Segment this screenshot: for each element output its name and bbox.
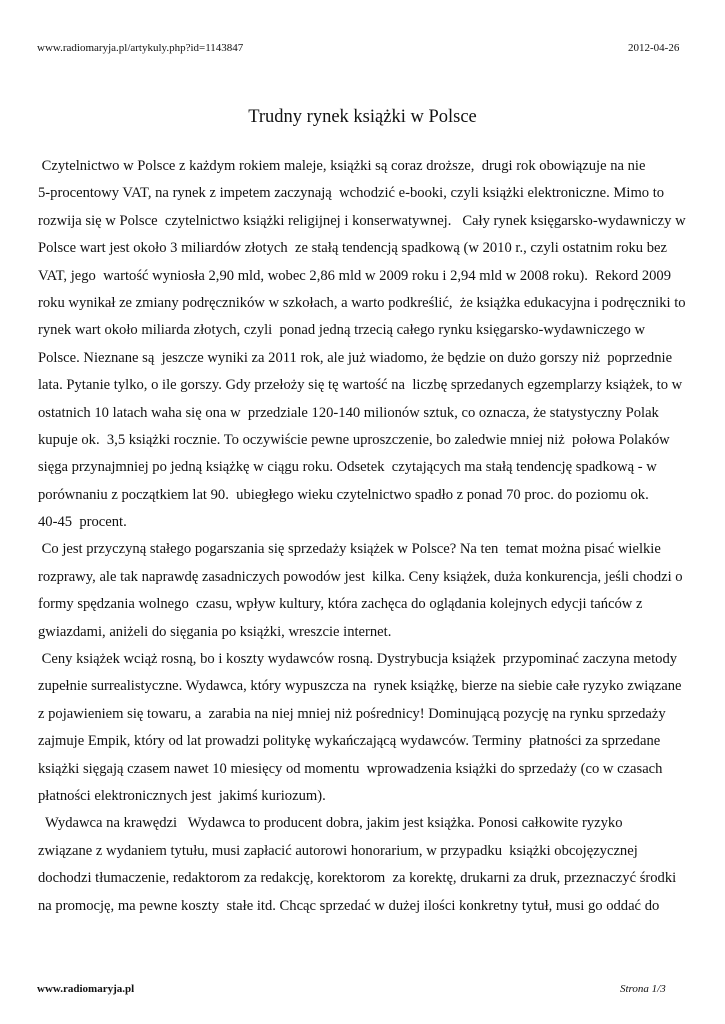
text-line: roku wynikał ze zmiany podręczników w szkołach, a warto podkreślić, że książka edukacyjna i podręczniki to [38,294,686,311]
footer-page-number: Strona 1/3 [620,983,666,995]
text-line: zajmuje Empik, który od lat prowadzi politykę wykańczającą wydawców. Terminy płatności za sprzedane [38,733,661,750]
text-line: kupuje ok. 3,5 książki rocznie. To oczywiście pewne uproszczenie, bo zaledwie mniej niż połowa Polaków [38,431,670,448]
text-line: sięga przynajmniej po jedną książkę w ciągu roku. Odsetek czytających ma stałą tendencję spadkową - w [38,459,657,476]
text-line: ostatnich 10 latach waha się ona w przedziale 120-140 milionów sztuk, co oznacza, że statystyczny Polak [38,404,659,421]
text-line: gwiazdami, aniżeli do sięgania po książki, wreszcie internet. [38,623,392,640]
article-title: Trudny rynek książki w Polsce [248,107,477,127]
article-body [38,153,698,920]
text-line: zupełnie surrealistyczne. Wydawca, który wypuszcza na rynek książkę, bierze na siebie całe ryzyko związane [38,678,682,695]
text-line: Co jest przyczyną stałego pogarszania się sprzedaży książek w Polsce? Na ten temat można pisać wielkie [38,541,661,558]
text-line: 5-procentowy VAT, na rynek z impetem zaczynają wchodzić e-booki, czyli książki elektroniczne. Mimo to [38,185,665,202]
text-line: Ceny książek wciąż rosną, bo i koszty wydawców rosną. Dystrybucja książek przypominać zaczyna metody [38,651,678,668]
text-line: rynek wart około miliarda złotych, czyli ponad jedną trzecią całego rynku księgarsko-wydawniczego w [38,322,646,339]
text-line: Polsce wart jest około 3 miliardów złotych ze stałą tendencją spadkową (w 2010 r., czyli ostatnim roku bez [38,240,667,257]
text-line: Polsce. Nieznane są jeszcze wyniki za 2011 rok, ale już wiadomo, że będzie on dużo gorszy niż poprzednie [38,349,673,366]
text-line: 40-45 procent. [38,514,127,531]
text-line: związane z wydaniem tytułu, musi zapłacić autorowi honorarium, w przypadku książki obcojęzycznej [38,842,638,859]
footer-site: www.radiomaryja.pl [37,983,135,995]
text-line: Czytelnictwo w Polsce z każdym rokiem maleje, książki są coraz droższe, drugi rok obowiązuje na nie [38,158,646,174]
text-line: na promocję, ma pewne koszty stałe itd. Chcąc sprzedać w dużej ilości konkretny tytuł, musi go oddać do [38,897,660,914]
text-line: książki sięgają czasem nawet 10 miesięcy od momentu wprowadzenia książki do sprzedaży (co w czasach [38,760,663,777]
text-line: rozprawy, ale tak naprawdę zasadniczych powodów jest kilka. Ceny książek, duża konkurencja, jeśli chodzi o [38,568,683,585]
text-line: płatności elektronicznych jest jakimś kuriozum). [38,787,326,804]
text-line: z pojawieniem się towaru, a zarabia na niej mniej niż pośrednicy! Dominującą pozycję na rynku sprzedaży [38,705,666,722]
text-line: rozwija się w Polsce czytelnictwo książki religijnej i konserwatywnej. Cały rynek księgarsko-wydawniczy w [38,212,686,229]
text-line: lata. Pytanie tylko, o ile gorszy. Gdy przełoży się tę wartość na liczbę sprzedanych egzemplarzy książek, to w [38,377,683,394]
text-line: VAT, jego wartość wyniosła 2,90 mld, wobec 2,86 mld w 2009 roku i 2,94 mld w 2008 roku). Rekord 2009 [38,267,672,284]
text-line: Wydawca na krawędzi Wydawca to producent dobra, jakim jest książka. Ponosi całkowite ryzyko [38,815,623,832]
header-date: 2012-04-26 [628,42,680,54]
text-line: dochodzi tłumaczenie, redaktorom za redakcję, korektorom za korektę, drukarni za druk, przeznaczyć środki [38,870,677,887]
text-line: formy spędzania wolnego czasu, wpływ kultury, która zachęca do oglądania kolejnych edycji tańców z [38,596,643,613]
text-line: porównaniu z początkiem lat 90. ubiegłego wieku czytelnictwo spadło z ponad 70 proc. do poziomu ok. [38,486,649,503]
header-url: www.radiomaryja.pl/artykuly.php?id=1143847 [37,42,244,54]
